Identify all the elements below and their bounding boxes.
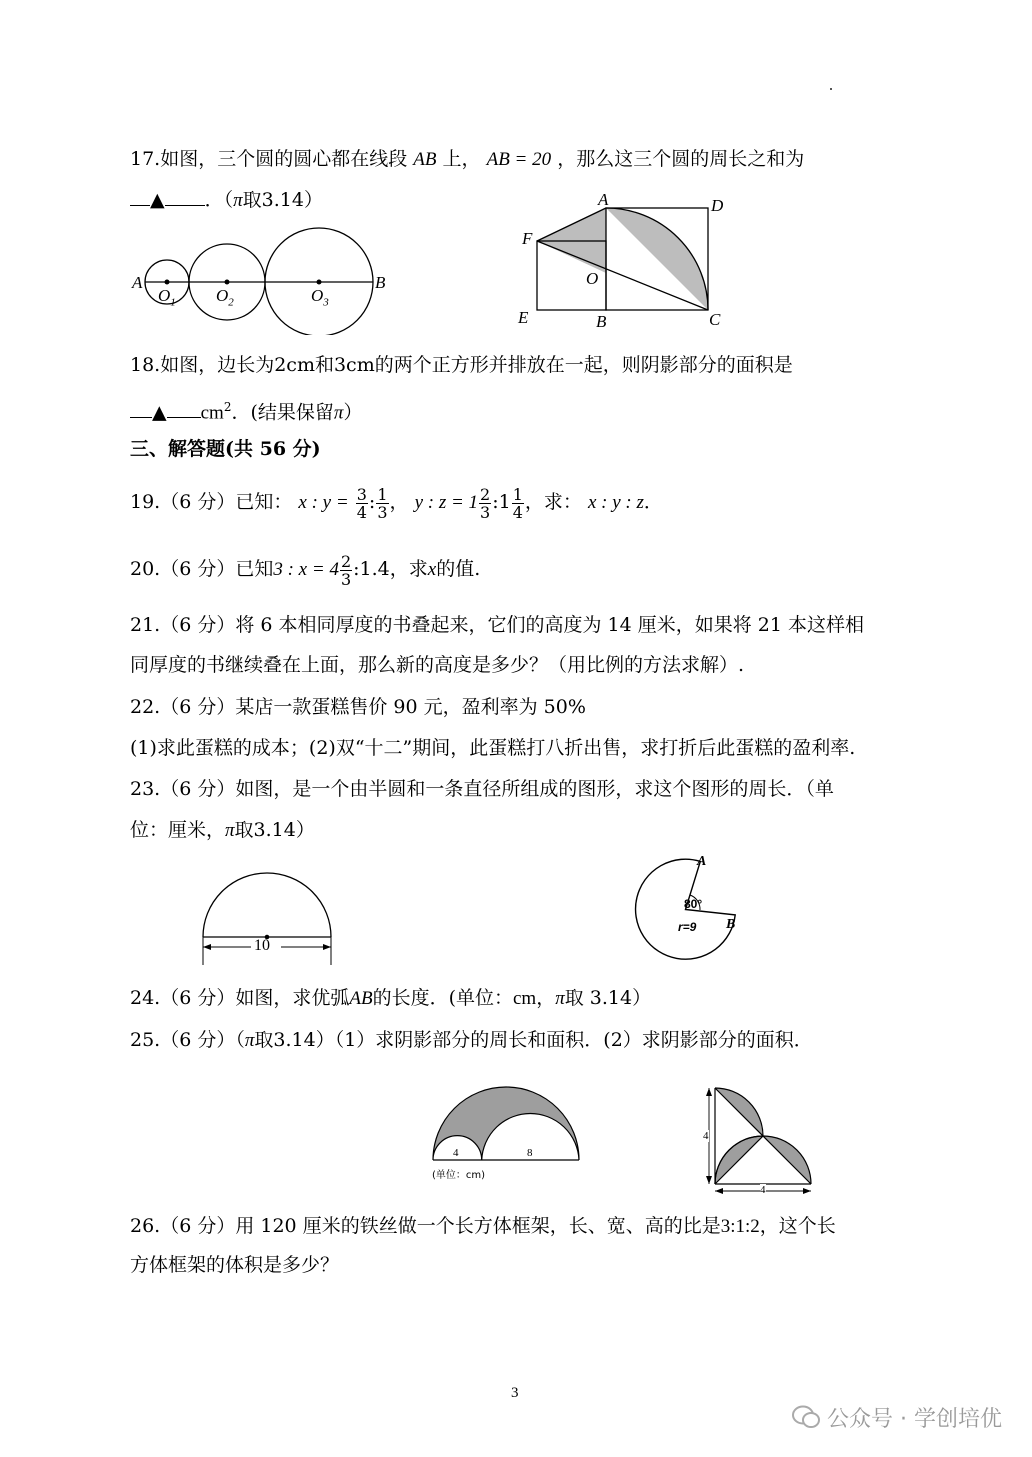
q18-label-f: F <box>522 229 533 248</box>
q25-bottom-label: 4 <box>760 1184 766 1196</box>
q25-semicircles-figure <box>425 1080 590 1170</box>
q25-large-diameter: 8 <box>527 1147 533 1159</box>
q18-label-o: O <box>586 269 599 288</box>
q17-label-o1: $O_1$ <box>158 286 176 309</box>
section-3-heading: 三、解答题(共 56 分) <box>130 438 321 460</box>
q25-square-figure <box>700 1083 820 1198</box>
q22-line1: 22.（6 分）某店一款蛋糕售价 90 元，盈利率为 50% <box>130 696 586 718</box>
page-number: 3 <box>511 1385 519 1401</box>
q24-arc-figure <box>610 850 750 975</box>
q17-label-b: B <box>375 273 386 292</box>
q18-label-e: E <box>518 308 529 327</box>
q18-line2: ▲ $cm^2$．(结果保留π） <box>130 395 362 425</box>
center-o2 <box>225 280 230 285</box>
q23-line2: 位：厘米，π取3.14） <box>130 819 315 841</box>
center-o3 <box>317 280 322 285</box>
q18-label-b: B <box>596 312 607 331</box>
q25-line: 25.（6 分）（π取3.14）（1）求阴影部分的周长和面积．(2）求阴影部分的面积． <box>130 1029 813 1051</box>
speck <box>830 88 832 90</box>
watermark: 公众号 · 学创培优 <box>791 1402 1002 1436</box>
q26-line2: 方体框架的体积是多少？ <box>130 1254 340 1276</box>
q23-diameter-label: 10 <box>254 937 270 954</box>
wechat-icon <box>791 1404 821 1436</box>
q17-line1: 17.如图，三个圆的圆心都在线段 AB 上， AB = 20 ，那么这三个圆的周长之和为 <box>130 148 805 170</box>
q24-line: 24.（6 分）如图，求优弧AB的长度．(单位：cm，π取 3.14） <box>130 987 652 1009</box>
q21-line2: 同厚度的书继续叠在上面，那么新的高度是多少？（用比例的方法求解）. <box>130 654 745 676</box>
q17-line2: ▲ ．（π取3.14） <box>130 188 323 213</box>
q20-line: 20.（6 分）已知3 : x = 4 $\frac{2}{3}$ :1.4，求x的值. <box>130 551 481 589</box>
q24-label-b: B <box>726 917 736 932</box>
q24-angle-label: 80° <box>684 897 703 911</box>
q19-line: 19.（6 分）已知： x : y = $\frac{3}{4}$ : $\frac{1}{3}$ ， y : z = 1 $\frac{2}{3}$ :1 $\frac{1}{4}$ ，求： x : y : z． <box>130 484 663 522</box>
q17-label-a: A <box>132 273 143 292</box>
q23-line1: 23.（6 分）如图，是一个由半圆和一条直径所组成的图形，求这个图形的周长．（单 <box>130 778 834 800</box>
q18-label-c: C <box>709 310 721 329</box>
q25-side-label: 4 <box>703 1130 709 1142</box>
q24-label-a: A <box>697 854 707 869</box>
q18-label-d: D <box>711 196 724 215</box>
q26-line1: 26.（6 分）用 120 厘米的铁丝做一个长方体框架，长、宽、高的比是3:1:2，这个长 <box>130 1215 836 1237</box>
q17-label-o3: $O_3$ <box>311 286 329 309</box>
q22-line2: (1)求此蛋糕的成本；(2)双“十二”期间，此蛋糕打八折出售，求打折后此蛋糕的盈利率. <box>130 737 856 759</box>
q21-line1: 21.（6 分）将 6 本相同厚度的书叠起来，它们的高度为 14 厘米，如果将 21 本这样相 <box>130 614 865 636</box>
q24-radius-label: r=9 <box>678 920 697 934</box>
center-o1 <box>165 280 170 285</box>
q17-circles-figure <box>130 220 400 335</box>
q18-line1: 18.如图，边长为2cm和3cm的两个正方形并排放在一起，则阴影部分的面积是 <box>130 354 793 376</box>
q25-unit-note: (单位：cm) <box>432 1170 486 1181</box>
q25-small-diameter: 4 <box>453 1147 459 1159</box>
q18-label-a: A <box>598 190 609 209</box>
q18-squares-figure <box>520 190 740 320</box>
q17-label-o2: $O_2$ <box>216 286 234 309</box>
